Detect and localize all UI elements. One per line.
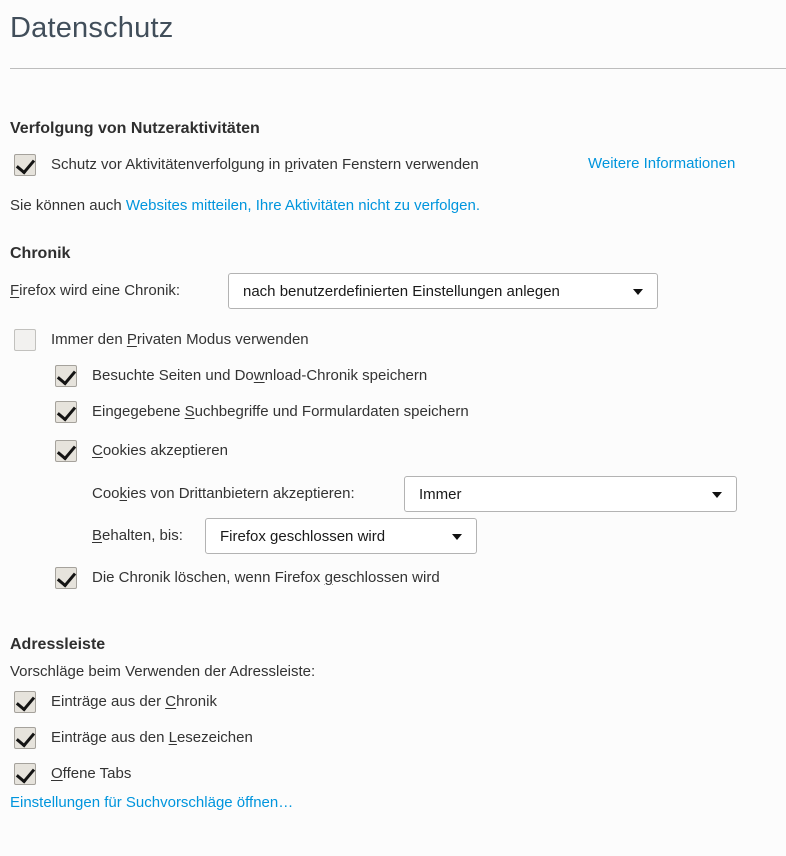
history-section-heading: Chronik bbox=[10, 245, 71, 262]
third-party-cookies-row bbox=[10, 476, 786, 512]
third-party-cookies-dropdown[interactable] bbox=[404, 476, 737, 512]
clear-on-close-label[interactable]: Die Chronik löschen, wenn Firefox geschlossen wird bbox=[92, 569, 440, 586]
accept-cookies-row bbox=[10, 439, 786, 463]
suggest-open-tabs-row bbox=[10, 762, 786, 786]
suggest-history-checkbox[interactable] bbox=[14, 691, 36, 713]
remember-history-label[interactable]: Besuchte Seiten und Download-Chronik speichern bbox=[92, 367, 428, 384]
title-divider bbox=[10, 68, 786, 69]
keep-until-label: Behalten, bis: bbox=[92, 527, 183, 544]
suggest-open-tabs-label[interactable]: Offene Tabs bbox=[51, 765, 132, 782]
dropdown-arrow-icon bbox=[633, 289, 643, 295]
do-not-track-link[interactable]: Websites mitteilen, Ihre Aktivitäten nicht zu verfolgen. bbox=[125, 197, 480, 214]
suggest-open-tabs-checkbox[interactable] bbox=[14, 763, 36, 785]
suggest-history-row bbox=[10, 690, 786, 714]
tracking-section-heading: Verfolgung von Nutzeraktivitäten bbox=[10, 120, 260, 137]
addressbar-section-heading: Adressleiste bbox=[10, 636, 106, 653]
addressbar-intro: Vorschläge beim Verwenden der Adressleiste: bbox=[10, 663, 316, 680]
history-mode-dropdown-value: nach benutzerdefinierten Einstellungen anlegen bbox=[243, 282, 560, 300]
learn-more-link[interactable]: Weitere Informationen bbox=[588, 155, 736, 172]
history-mode-label: Firefox wird eine Chronik: bbox=[10, 282, 181, 299]
dropdown-arrow-icon bbox=[452, 534, 462, 540]
clear-on-close-checkbox[interactable] bbox=[55, 567, 77, 589]
accept-cookies-checkbox[interactable] bbox=[55, 440, 77, 462]
search-suggestions-link[interactable]: Einstellungen für Suchvorschläge öffnen… bbox=[10, 793, 294, 811]
suggest-bookmarks-checkbox[interactable] bbox=[14, 727, 36, 749]
remember-forms-label[interactable]: Eingegebene Suchbegriffe und Formulardaten speichern bbox=[92, 403, 469, 420]
keep-until-dropdown[interactable] bbox=[205, 518, 477, 554]
third-party-cookies-label: Cookies von Drittanbietern akzeptieren: bbox=[92, 485, 355, 502]
remember-history-checkbox[interactable] bbox=[55, 365, 77, 387]
private-mode-label[interactable]: Immer den Privaten Modus verwenden bbox=[51, 331, 309, 348]
dropdown-arrow-icon bbox=[712, 492, 722, 498]
do-not-track-prefix: Sie können auch bbox=[10, 197, 126, 214]
clear-on-close-row bbox=[10, 566, 786, 590]
private-mode-row bbox=[10, 328, 786, 352]
suggest-bookmarks-row bbox=[10, 726, 786, 750]
history-mode-dropdown[interactable] bbox=[228, 273, 658, 309]
search-suggestions-row bbox=[10, 793, 786, 811]
accept-cookies-label[interactable]: Cookies akzeptieren bbox=[92, 442, 228, 459]
tracking-protection-checkbox[interactable] bbox=[14, 154, 36, 176]
do-not-track-text bbox=[10, 197, 786, 215]
remember-forms-row bbox=[10, 400, 786, 424]
tracking-protection-row bbox=[10, 153, 786, 177]
keep-until-dropdown-value: Firefox geschlossen wird bbox=[220, 527, 386, 545]
private-mode-checkbox[interactable] bbox=[14, 329, 36, 351]
tracking-protection-label[interactable]: Schutz vor Aktivitätenverfolgung in privaten Fenstern verwenden bbox=[51, 156, 479, 173]
remember-history-row bbox=[10, 364, 786, 388]
remember-forms-checkbox[interactable] bbox=[55, 401, 77, 423]
page-title: Datenschutz bbox=[10, 12, 174, 44]
keep-until-row bbox=[10, 518, 786, 554]
third-party-cookies-dropdown-value: Immer bbox=[419, 485, 462, 503]
suggest-history-label[interactable]: Einträge aus der Chronik bbox=[51, 693, 217, 710]
suggest-bookmarks-label[interactable]: Einträge aus den Lesezeichen bbox=[51, 729, 253, 746]
history-mode-row bbox=[10, 273, 786, 309]
